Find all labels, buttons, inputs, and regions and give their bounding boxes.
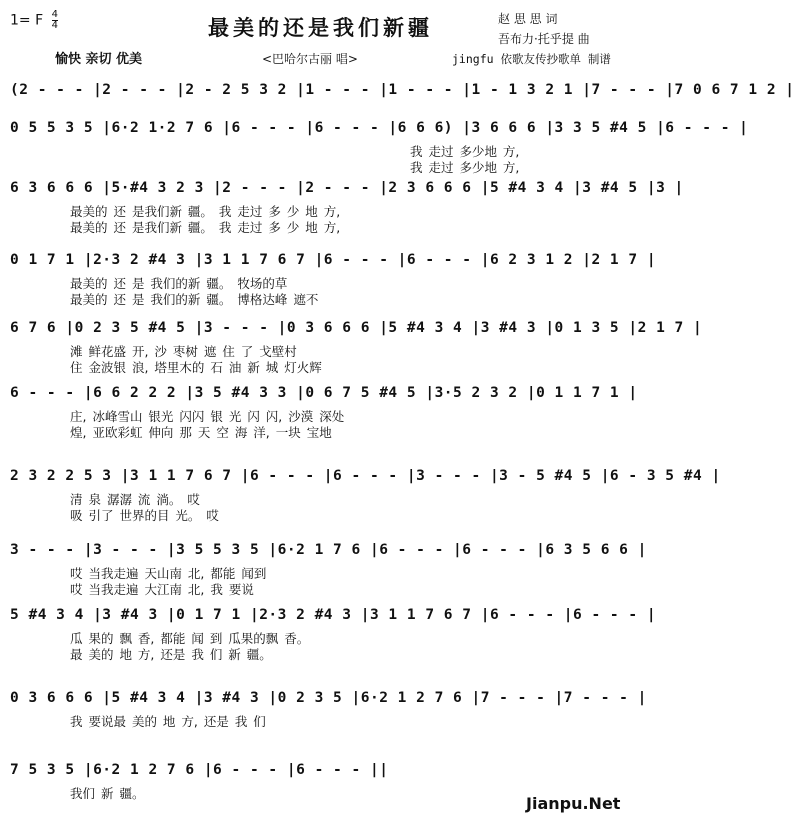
lyric-line: 最美的 还 是我们新 疆。 我 走过 多 少 地 方, — [70, 204, 341, 219]
tempo-marking: 愉快 亲切 优美 — [55, 52, 143, 67]
lyric-line: 哎 当我走遍 天山南 北, 都能 闻到 — [70, 566, 267, 581]
staff-notes-line: 5 #4 3 4 |3 #4 3 |0 1 7 1 |2·3 2 #4 3 |3 1 1 7 6 7 |6 - - - |6 - - - | — [10, 607, 657, 623]
lyric-line: 哎 当我走遍 大江南 北, 我 要说 — [70, 582, 254, 597]
staff-notes-line: 2 3 2 2 5 3 |3 1 1 7 6 7 |6 - - - |6 - - - |3 - - - |3 - 5 #4 5 |6 - 3 5 #4 | — [10, 468, 721, 484]
time-bottom: 4 — [51, 20, 58, 31]
staff-notes-line: 0 1 7 1 |2·3 2 #4 3 |3 1 1 7 6 7 |6 - - - |6 - - - |6 2 3 1 2 |2 1 7 | — [10, 252, 657, 268]
singer-credit: <巴哈尔古丽 唱> — [262, 52, 358, 66]
site-watermark: Jianpu.Net — [526, 794, 621, 813]
lyric-line: 庄, 冰峰雪山 银光 闪闪 银 光 闪 闪, 沙漠 深处 — [70, 409, 345, 424]
song-title: 最美的还是我们新疆 — [208, 15, 433, 40]
lyric-line: 我们 新 疆。 — [70, 786, 145, 801]
lyric-line: 我 走过 多少地 方, — [410, 144, 520, 159]
staff-notes-line: 0 3 6 6 6 |5 #4 3 4 |3 #4 3 |0 2 3 5 |6·2 1 2 7 6 |7 - - - |7 - - - | — [10, 690, 647, 706]
staff-notes-line: 7 5 3 5 |6·2 1 2 7 6 |6 - - - |6 - - - || — [10, 762, 389, 778]
lyric-line: 煌, 亚欧彩虹 伸向 那 天 空 海 洋, 一块 宝地 — [70, 425, 332, 440]
key-text: 1= F — [10, 12, 44, 29]
staff-notes-line: (2 - - - |2 - - - |2 - 2 5 3 2 |1 - - - |1 - - - |1 - 1 3 2 1 |7 - - - |7 0 6 7 1 2 | — [10, 82, 795, 98]
lyric-line: 最美的 还 是 我们的新 疆。 博格达峰 遮不 — [70, 292, 319, 307]
composer-credit: 吾布力·托乎提 曲 — [498, 32, 590, 46]
lyricist-credit: 赵 思 思 词 — [498, 12, 558, 26]
lyric-line: 吸 引了 世界的目 光。 哎 — [70, 508, 219, 523]
lyric-line: 最 美的 地 方, 还是 我 们 新 疆。 — [70, 647, 272, 662]
staff-notes-line: 6 - - - |6 6 2 2 2 |3 5 #4 3 3 |0 6 7 5 #4 5 |3·5 2 3 2 |0 1 1 7 1 | — [10, 385, 638, 401]
lyric-line: 滩 鲜花盛 开, 沙 枣树 遮 住 了 戈壁村 — [70, 344, 297, 359]
key-signature — [10, 10, 58, 31]
lyric-line: 我 要说最 美的 地 方, 还是 我 们 — [70, 714, 266, 729]
lyric-line: 清 泉 潺潺 流 淌。 哎 — [70, 492, 200, 507]
staff-notes-line: 6 7 6 |0 2 3 5 #4 5 |3 - - - |0 3 6 6 6 |5 #4 3 4 |3 #4 3 |0 1 3 5 |2 1 7 | — [10, 320, 703, 336]
lyric-line: 瓜 果的 飘 香, 都能 闻 到 瓜果的飘 香。 — [70, 631, 310, 646]
time-top: 4 — [51, 9, 58, 20]
staff-notes-line: 0 5 5 3 5 |6·2 1·2 7 6 |6 - - - |6 - - - |6 6 6) |3 6 6 6 |3 3 5 #4 5 |6 - - - | — [10, 120, 749, 136]
time-signature — [52, 10, 58, 31]
lyric-line: 最美的 还 是我们新 疆。 我 走过 多 少 地 方, — [70, 220, 341, 235]
lyric-line: 我 走过 多少地 方, — [410, 160, 520, 175]
staff-notes-line: 3 - - - |3 - - - |3 5 5 3 5 |6·2 1 7 6 |6 - - - |6 - - - |6 3 5 6 6 | — [10, 542, 647, 558]
lyric-line: 住 金波银 浪, 塔里木的 石 油 新 城 灯火辉 — [70, 360, 322, 375]
lyric-line: 最美的 还 是 我们的新 疆。 牧场的草 — [70, 276, 288, 291]
staff-notes-line: 6 3 6 6 6 |5·#4 3 2 3 |2 - - - |2 - - - |2 3 6 6 6 |5 #4 3 4 |3 #4 5 |3 | — [10, 180, 684, 196]
arranger-credit: jingfu 依歌友传抄歌单 制谱 — [452, 52, 611, 66]
